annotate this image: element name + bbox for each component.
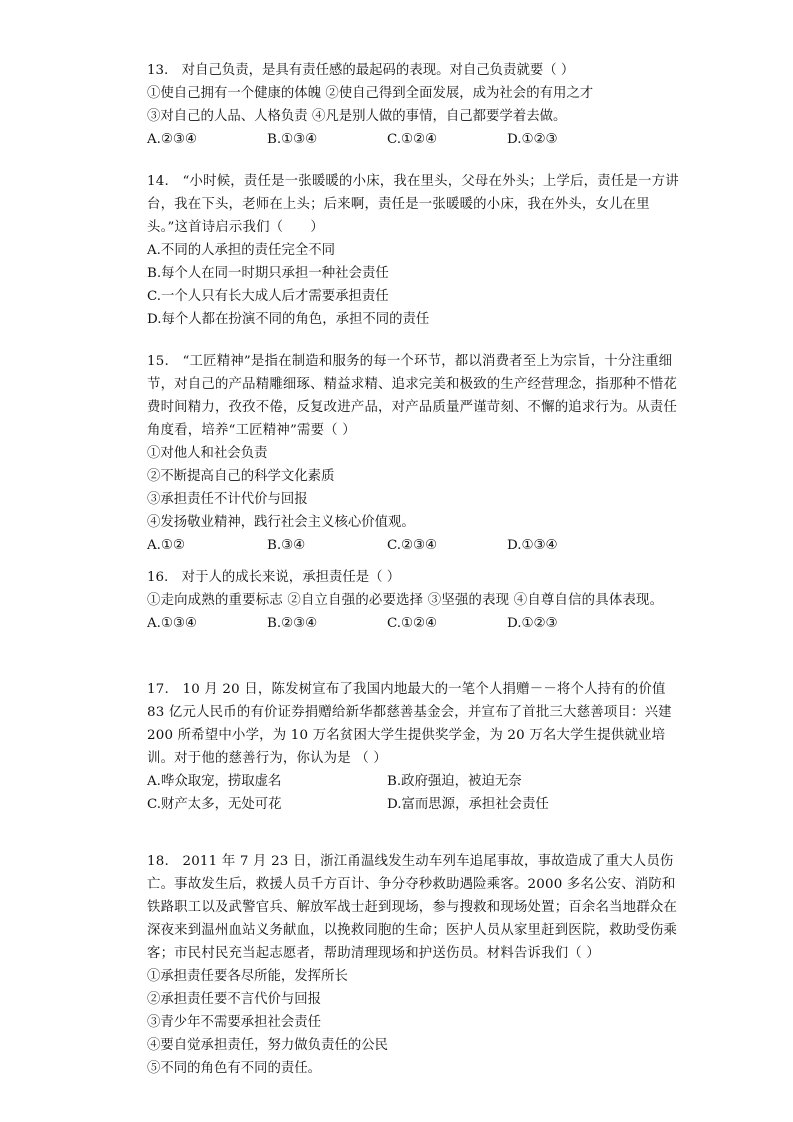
option-c[interactable]: C.①②④ (387, 132, 438, 147)
option-d[interactable]: D.①②③ (507, 616, 558, 631)
question-15-options (147, 534, 682, 557)
option-a[interactable]: A.①② (147, 538, 185, 553)
option-a[interactable]: A.①③④ (147, 616, 197, 631)
option-d[interactable]: D.①③④ (507, 538, 558, 553)
option-b[interactable]: B.②③④ (267, 616, 318, 631)
question-18 (147, 850, 682, 1080)
question-16-stem: 16. 对于人的成长来说，承担责任是（ ） (147, 570, 401, 585)
question-15 (147, 350, 682, 557)
question-13-statement-2: ③对自己的人品、人格负责 ④凡是别人做的事情，自己都要学着去做。 (147, 109, 567, 124)
question-13 (147, 59, 682, 151)
question-15-statement-3: ③承担责任不计代价与回报 (147, 492, 308, 507)
question-17-stem: 17. 10 月 20 日，陈发树宣布了我国内地最大的一笔个人捐赠－－将个人持有的价值 83 亿元人民币的有价证券捐赠给新华都慈善基金会，并宣布了首批三大慈善项目：兴建 200 所希望中小学，为 10 万名贫困大学生提供奖学金，为 20 万名大学生提供就业培训。对于他的慈善行为，你认为是 （ ） (147, 682, 672, 766)
option-d[interactable]: D.①②③ (507, 132, 558, 147)
question-14 (147, 170, 682, 331)
option-b[interactable]: B.①③④ (267, 132, 318, 147)
question-17-options-row-2 (147, 793, 682, 816)
option-b[interactable]: B.③④ (267, 538, 306, 553)
option-d[interactable]: D.富而思源，承担社会责任 (387, 797, 549, 812)
option-a[interactable]: A.不同的人承担的责任完全不同 (147, 243, 336, 258)
question-17 (147, 678, 682, 816)
question-15-statement-4: ④发扬敬业精神，践行社会主义核心价值观。 (147, 515, 415, 530)
option-d[interactable]: D.每个人都在扮演不同的角色，承担不同的责任 (147, 312, 430, 327)
question-15-statement-2: ②不断提高自己的科学文化素质 (147, 469, 335, 484)
option-c[interactable]: C.一个人只有长大成人后才需要承担责任 (147, 289, 389, 304)
question-13-options (147, 128, 682, 151)
question-15-statement-1: ①对他人和社会负责 (147, 446, 268, 461)
question-17-options-row-1 (147, 770, 682, 793)
question-18-statement-1: ①承担责任要各尽所能，发挥所长 (147, 969, 348, 984)
question-13-stem: 13. 对自己负责，是具有责任感的最起码的表现。对自己负责就要（ ） (147, 63, 575, 78)
question-16 (147, 566, 682, 635)
question-16-statements: ①走向成熟的重要标志 ②自立自强的必要选择 ③坚强的表现 ④自尊自信的具体表现。 (147, 593, 664, 608)
question-13-statement-1: ①使自己拥有一个健康的体魄 ②使自己得到全面发展，成为社会的有用之才 (147, 86, 594, 101)
question-18-statement-3: ③青少年不需要承担社会责任 (147, 1015, 322, 1030)
question-14-stem: 14. “小时候，责任是一张暖暖的小床，我在里头，父母在外头；上学后，责任是一方讲台，我在下头，老师在上头；后来啊，责任是一张暖暖的小床，我在外头，女儿在里头。”这首诗启示我们（ ） (147, 174, 679, 235)
question-15-stem: 15. “工匠精神”是指在制造和服务的每一个环节，都以消费者至上为宗旨，十分注重细节，对自己的产品精雕细琢、精益求精、追求完美和极致的生产经营理念，指那种不惜花费时间精力，孜孜不倦，反复改进产品，对产品质量严谨苛刻、不懈的追求行为。从责任角度看，培养“工匠精神”需要（ ） (147, 354, 678, 438)
question-18-statement-4: ④要自觉承担责任，努力做负责任的公民 (147, 1038, 389, 1053)
option-c[interactable]: C.①②④ (387, 616, 438, 631)
question-18-statement-5: ⑤不同的角色有不同的责任。 (147, 1061, 322, 1076)
question-18-statement-2: ②承担责任要不言代价与回报 (147, 992, 322, 1007)
option-a[interactable]: A.②③④ (147, 132, 197, 147)
option-b[interactable]: B.政府强迫，被迫无奈 (387, 774, 522, 789)
option-b[interactable]: B.每个人在同一时期只承担一种社会责任 (147, 266, 389, 281)
option-a[interactable]: A.哗众取宠，捞取虚名 (147, 774, 282, 789)
question-18-stem: 18. 2011 年 7 月 23 日，浙江甬温线发生动车列车追尾事故，事故造成了重大人员伤亡。事故发生后，救援人员千方百计、争分夺秒救助遇险乘客。2000 多名公安、消防和铁路职工以及武警官兵、解放军战士赶到现场，参与搜救和现场处置；百余名当地群众在深夜来到温州血站义务献血，以挽救同胞的生命；医护人员从家里赶到医院，救助受伤乘客；市民村民充当起志愿者，帮助清理现场和护送伤员。材料告诉我们（ ） (147, 854, 678, 961)
option-c[interactable]: C.②③④ (387, 538, 438, 553)
option-c[interactable]: C.财产太多，无处可花 (147, 797, 282, 812)
question-16-options (147, 612, 682, 635)
